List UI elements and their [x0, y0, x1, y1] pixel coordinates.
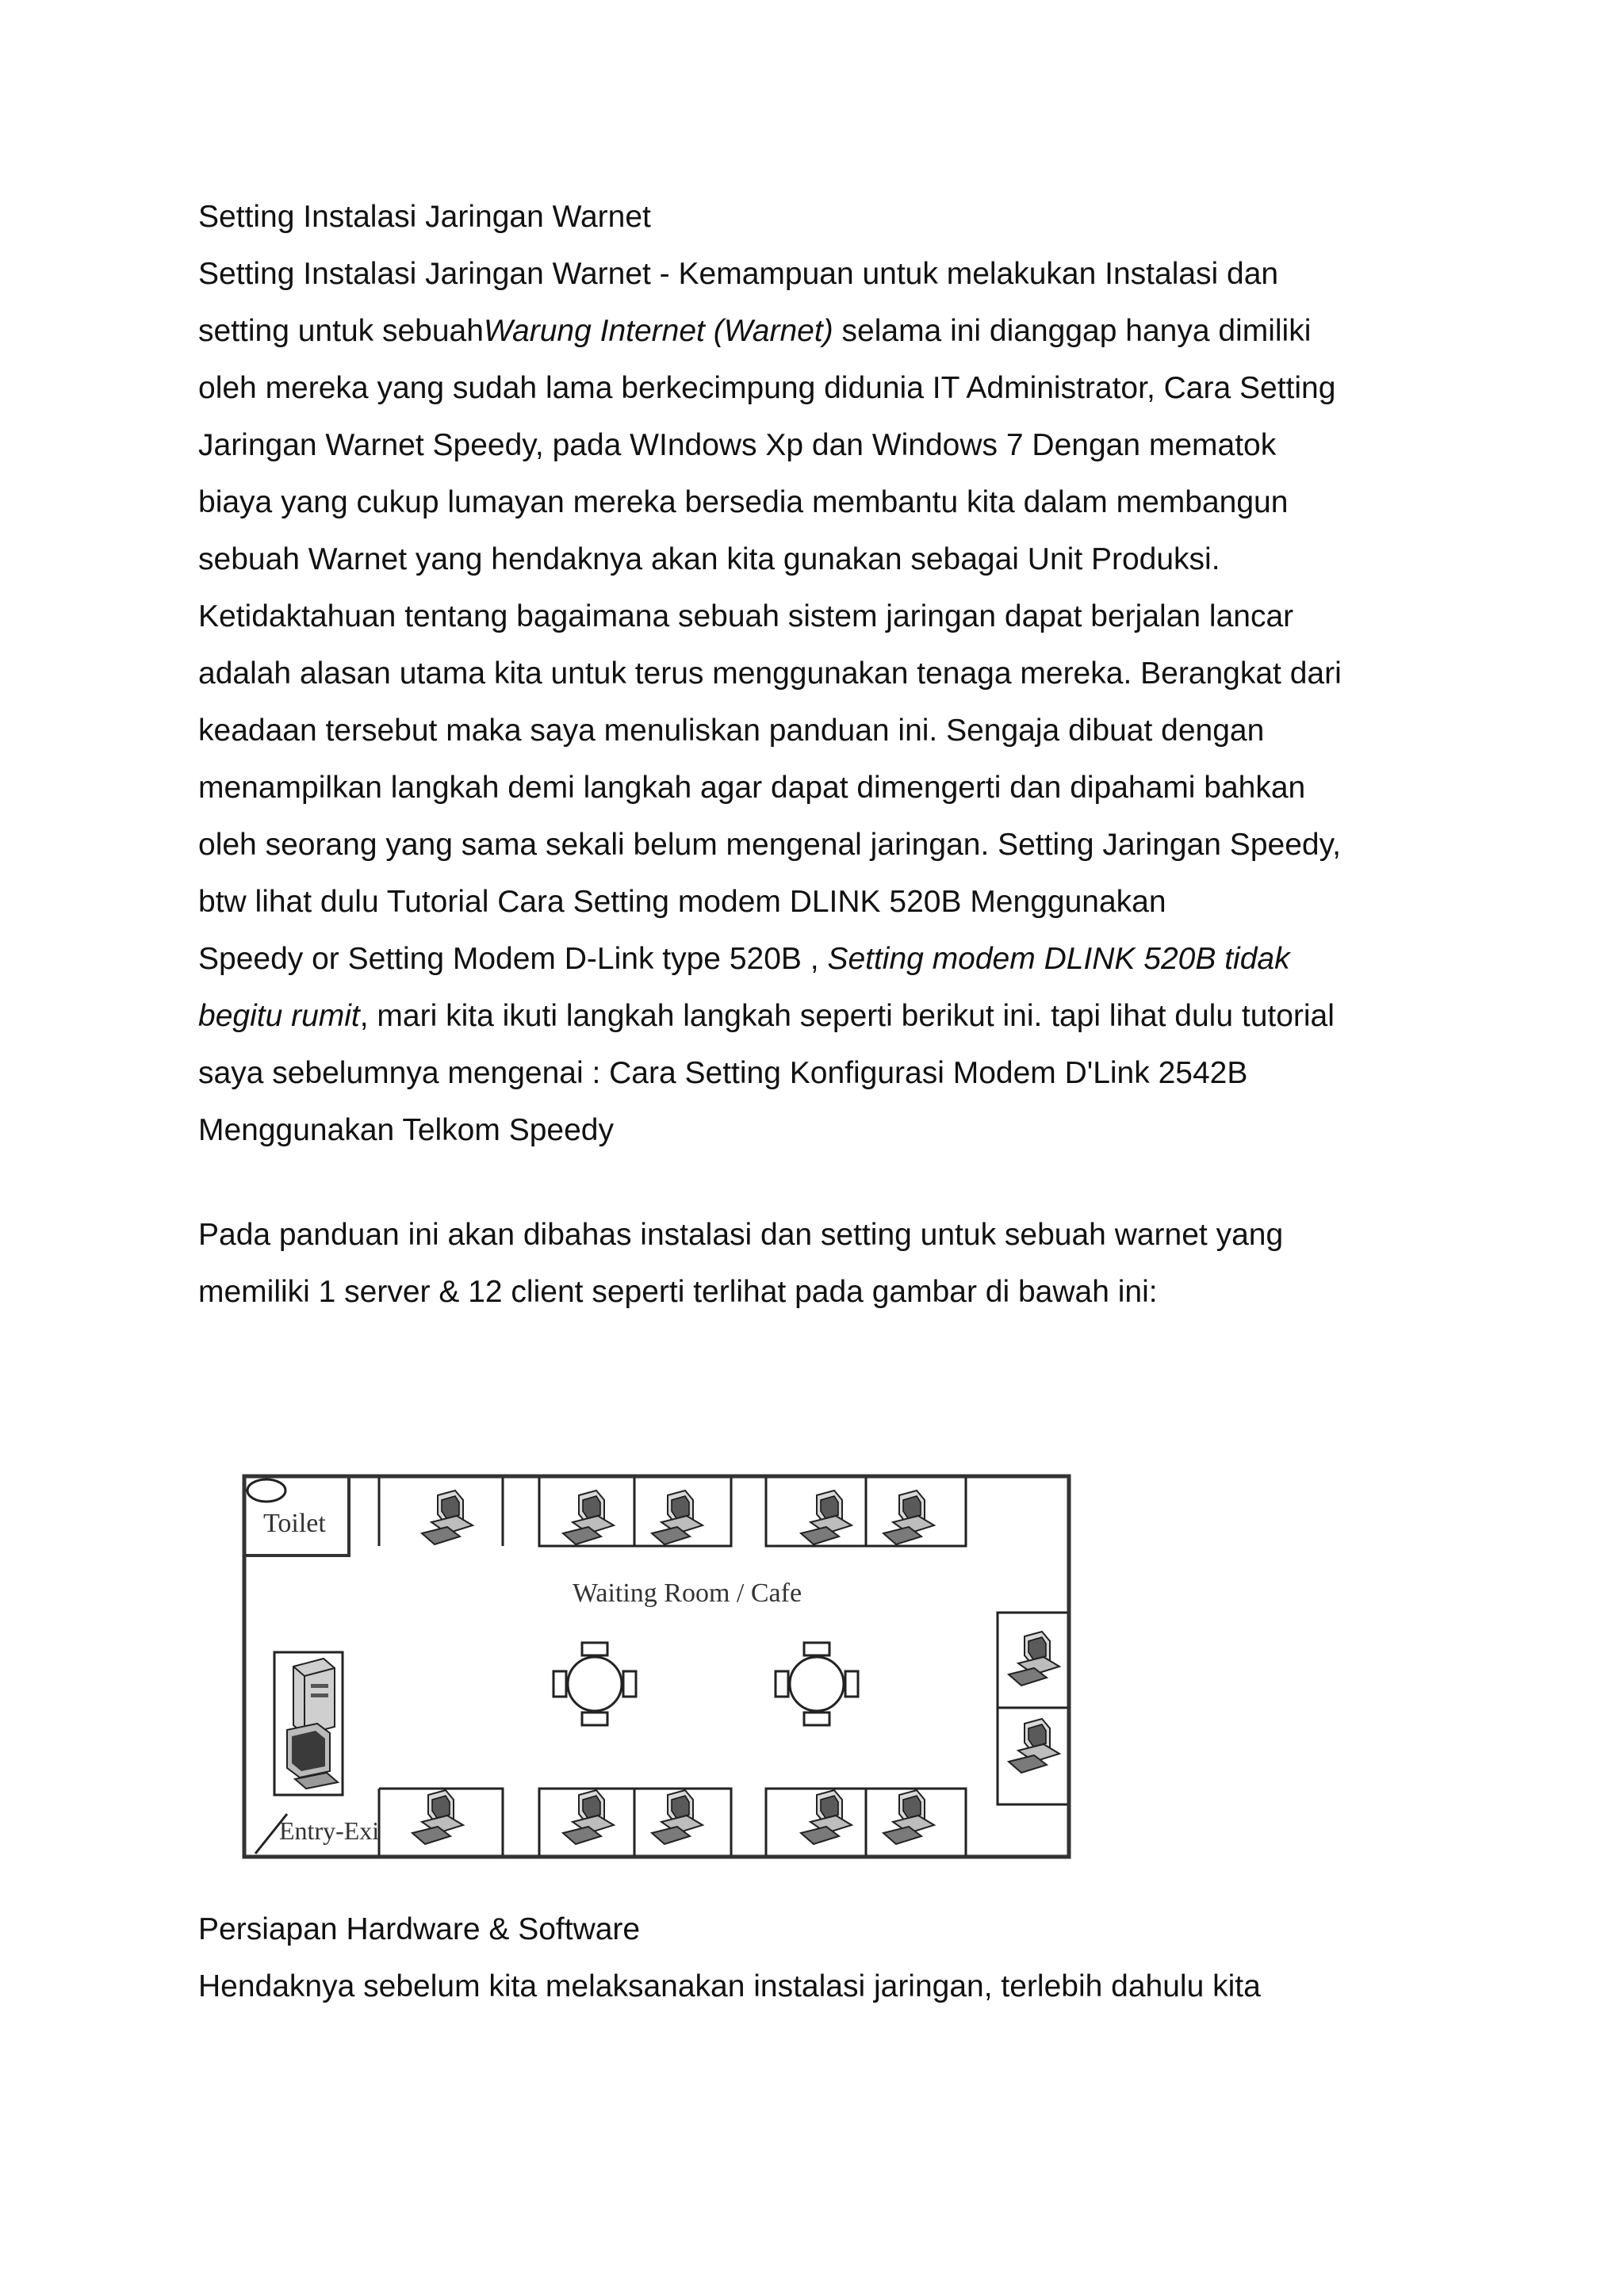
- italic-text: begitu rumit: [198, 999, 360, 1033]
- document-title: [198, 189, 1451, 246]
- toilet-label: Toilet: [263, 1509, 326, 1538]
- text-span: setting untuk sebuah: [198, 314, 484, 348]
- italic-text: Setting modem DLINK 520B tidak: [827, 942, 1290, 976]
- paragraph-line: btw lihat dulu Tutorial Cara Setting modem DLINK 520B Menggunakan: [198, 885, 1166, 919]
- paragraph-line: Hendaknya sebelum kita melaksanakan instalasi jaringan, terlebih dahulu kita: [198, 1969, 1261, 2003]
- paragraph-line: biaya yang cukup lumayan mereka bersedia membantu kita dalam membangun: [198, 485, 1289, 519]
- paragraph-line: adalah alasan utama kita untuk terus menggunakan tenaga mereka. Berangkat dari: [198, 656, 1342, 691]
- section-heading: [198, 1901, 1451, 1958]
- warnet-floor-plan: [238, 1468, 1078, 1873]
- paragraph-line: Ketidaktahuan tentang bagaimana sebuah sistem jaringan dapat berjalan lancar: [198, 599, 1294, 633]
- room-label: Waiting Room / Cafe: [573, 1578, 802, 1608]
- paragraph-line: Menggunakan Telkom Speedy: [198, 1113, 614, 1147]
- server-icon: [274, 1652, 343, 1795]
- paragraph-line: memiliki 1 server & 12 client seperti terlihat pada gambar di bawah ini:: [198, 1275, 1158, 1309]
- paragraph-line: Jaringan Warnet Speedy, pada WIndows Xp dan Windows 7 Dengan mematok: [198, 428, 1277, 462]
- paragraph-line: menampilkan langkah demi langkah agar dapat dimengerti dan dipahami bahkan: [198, 771, 1306, 805]
- paragraph-line: Setting Instalasi Jaringan Warnet - Kemampuan untuk melakukan Instalasi dan: [198, 257, 1279, 291]
- second-paragraph: [198, 1207, 1451, 1321]
- paragraph-line: [198, 988, 1451, 1045]
- floor-plan-svg: [238, 1468, 1078, 1873]
- title-text: Setting Instalasi Jaringan Warnet: [198, 200, 651, 234]
- paragraph-line: keadaan tersebut maka saya menuliskan panduan ini. Sengaja dibuat dengan: [198, 714, 1265, 748]
- paragraph-line: [198, 931, 1451, 988]
- text-span: , mari kita ikuti langkah langkah seperti berikut ini. tapi lihat dulu tutorial: [359, 999, 1335, 1033]
- paragraph-line: [198, 303, 1451, 360]
- third-paragraph: [198, 1958, 1451, 2015]
- text-span: selama ini dianggap hanya dimiliki: [833, 314, 1312, 348]
- paragraph-line: oleh mereka yang sudah lama berkecimpung didunia IT Administrator, Cara Setting: [198, 371, 1336, 405]
- paragraph-line: saya sebelumnya mengenai : Cara Setting Konfigurasi Modem D'Link 2542B: [198, 1056, 1248, 1090]
- text-span: Speedy or Setting Modem D-Link type 520B ,: [198, 942, 828, 976]
- paragraph-line: Pada panduan ini akan dibahas instalasi dan setting untuk sebuah warnet yang: [198, 1218, 1284, 1252]
- entry-label: Entry-Exi: [279, 1816, 380, 1845]
- toilet-icon: [247, 1479, 285, 1502]
- heading-text: Persiapan Hardware & Software: [198, 1912, 641, 1946]
- intro-paragraph: [198, 246, 1451, 1159]
- paragraph-line: oleh seorang yang sama sekali belum mengenal jaringan. Setting Jaringan Speedy,: [198, 828, 1342, 862]
- italic-text: Warung Internet (Warnet): [483, 314, 833, 348]
- paragraph-line: sebuah Warnet yang hendaknya akan kita gunakan sebagai Unit Produksi.: [198, 542, 1220, 576]
